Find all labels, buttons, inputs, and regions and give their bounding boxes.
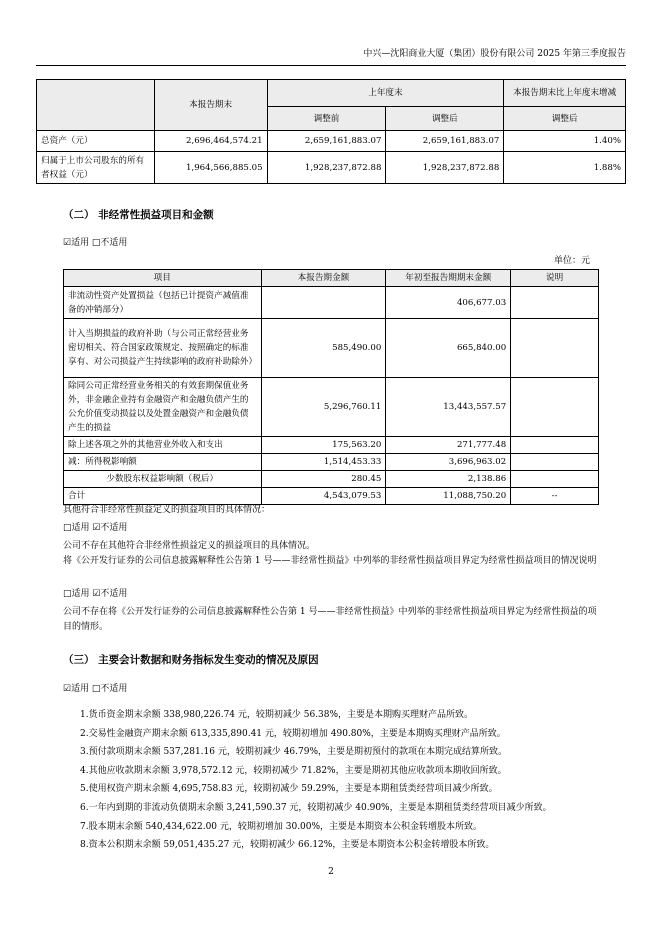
table1-sub-before: 调整前 (267, 107, 386, 131)
row-item: 计入当期损益的政府补助（与公司正常经营业务密切相关、符合国家政策规定、按照确定的标准享有、对公司损益产生持续影响的政府补助除外） (64, 319, 262, 378)
section2-applicable: ☑适用 □不适用 (63, 238, 128, 248)
cell-note (511, 378, 599, 437)
list-item: 8.资本公积期末余额 59,051,435.27 元，较期初减少 66.12%，主要是本期资本公积金转增股本所致。 (80, 840, 495, 851)
table2-header-note: 说明 (511, 270, 599, 287)
table1-sub-after: 调整后 (386, 107, 504, 131)
cell-current: 2,696,464,574.21 (154, 131, 267, 152)
row-label: 总资产（元） (37, 131, 155, 152)
table1-header-last-year-end: 上年度末 (267, 80, 504, 107)
cell-ytd: 13,443,557.57 (386, 378, 511, 437)
other-items-text: 公司不存在其他符合非经常性损益定义的损益项目的具体情况。 (63, 541, 316, 551)
cell-before: 2,659,161,883.07 (267, 131, 386, 152)
balance-summary-table (36, 79, 626, 184)
explanation-title: 将《公开发行证券的公司信息披露解释性公告第 1 号——非经常性损益》中列举的非经常性损益项目界定为经常性损益项目的情况说明 (63, 556, 597, 566)
cell-current: 1,964,566,885.05 (154, 152, 267, 184)
row-item: 除同公司正常经营业务相关的有效套期保值业务外，非金融企业持有金融资产和金融负债产生的公允价值变动损益以及处置金融资产和金融负债产生的损益 (64, 378, 262, 437)
list-item: 7.股本期末余额 540,434,622.00 元，较期初增加 30.00%，主要是本期资本公积金转增股本所致。 (80, 821, 483, 832)
section3-title: （三） 主要会计数据和财务指标发生变动的情况及原因 (63, 654, 319, 666)
cell-ytd: 665,840.00 (386, 319, 511, 378)
table1-blank-header (37, 80, 155, 131)
other-items-title: 其他符合非经常性损益定义的损益项目的具体情况： (63, 505, 271, 515)
list-item: 3.预付款项期末余额 537,281.16 元，较期初减少 46.79%，主要是期初预付的款项在本期完成结算所致。 (80, 747, 508, 758)
cell-ytd: 406,677.03 (386, 287, 511, 319)
row-item: 除上述各项之外的其他营业外收入和支出 (64, 437, 262, 454)
other-items-applicable: □适用 ☑不适用 (63, 523, 128, 533)
cell-ytd: 271,777.48 (386, 437, 511, 454)
row-label: 归属于上市公司股东的所有者权益（元） (37, 152, 155, 184)
cell-ytd: 3,696,963.02 (386, 454, 511, 471)
section3-applicable: ☑适用 □不适用 (63, 684, 128, 694)
cell-current: 175,563.20 (261, 437, 386, 454)
cell-before: 1,928,237,872.88 (267, 152, 386, 184)
cell-note: -- (511, 488, 599, 505)
table2-header-ytd: 年初至报告期期末金额 (386, 270, 511, 287)
table-row (64, 471, 599, 488)
cell-current: 5,296,760.11 (261, 378, 386, 437)
table-row (64, 287, 599, 319)
cell-ytd: 11,088,750.20 (386, 488, 511, 505)
list-item: 1.货币资金期末余额 338,980,226.74 元，较期初减少 56.38%，主要是本期购买理财产品所致。 (80, 710, 474, 720)
cell-current: 4,543,079.53 (261, 488, 386, 505)
table2-header-item: 项目 (64, 270, 262, 287)
row-item: 合计 (64, 488, 262, 505)
table-row (64, 319, 599, 378)
row-item: 非流动性资产处置损益（包括已计提资产减值准备的冲销部分） (64, 287, 262, 319)
table1-sub-change-after: 调整后 (504, 107, 626, 131)
table1-header-change: 本报告期末比上年度末增减 (504, 80, 626, 107)
cell-note (511, 319, 599, 378)
cell-current (261, 287, 386, 319)
cell-change: 1.88% (504, 152, 626, 184)
row-item: 减：所得税影响额 (64, 454, 262, 471)
cell-note (511, 287, 599, 319)
cell-current: 1,514,453.33 (261, 454, 386, 471)
table-row (64, 437, 599, 454)
cell-change: 1.40% (504, 131, 626, 152)
changes-list (80, 706, 552, 855)
cell-after: 2,659,161,883.07 (386, 131, 504, 152)
cell-note (511, 454, 599, 471)
header-divider (36, 65, 626, 66)
cell-current: 280.45 (261, 471, 386, 488)
page-number: 2 (328, 867, 334, 877)
list-item: 4.其他应收款期末余额 3,978,572.12 元，较期初减少 71.82%，主要是期初其他应收款项本期收回所致。 (80, 765, 507, 776)
cell-ytd: 2,138.86 (386, 471, 511, 488)
table-row (37, 152, 626, 184)
cell-note (511, 471, 599, 488)
explanation-text: 公司不存在将《公开发行证券的公司信息披露解释性公告第 1 号——非经常性损益》中列举的非经常性损益项目界定为经常性损益的项目的情形。 (63, 607, 597, 632)
table-row (64, 488, 599, 505)
list-item: 5.使用权资产期末余额 4,695,758.83 元，较期初减少 59.29%，主要是本期租赁类经营项目减少所致。 (80, 784, 498, 795)
non-recurring-items-table (63, 269, 599, 505)
section2-title: （二） 非经常性损益项目和金额 (63, 209, 214, 221)
table1-header-current: 本报告期末 (154, 80, 267, 131)
table-row (64, 378, 599, 437)
cell-current: 585,490.00 (261, 319, 386, 378)
cell-after: 1,928,237,872.88 (386, 152, 504, 184)
explanation-applicable: □适用 ☑不适用 (63, 589, 128, 599)
table-row (64, 454, 599, 471)
table-row (37, 131, 626, 152)
cell-note (511, 437, 599, 454)
row-item: 少数股东权益影响额（税后） (64, 471, 262, 488)
page-header-title: 中兴—沈阳商业大厦（集团）股份有限公司 2025 年第三季度报告 (363, 49, 626, 59)
list-item: 2.交易性金融资产期末余额 613,335,890.41 元，较期初增加 490.80%，主要是本期购买理财产品所致。 (80, 728, 506, 739)
section2-unit: 单位：元 (553, 256, 590, 266)
list-item: 6.一年内到期的非流动负债期末余额 3,241,590.37 元，较期初减少 40.90%，主要是本期租赁类经营项目减少所致。 (80, 802, 552, 813)
table2-header-current: 本报告期金额 (261, 270, 386, 287)
